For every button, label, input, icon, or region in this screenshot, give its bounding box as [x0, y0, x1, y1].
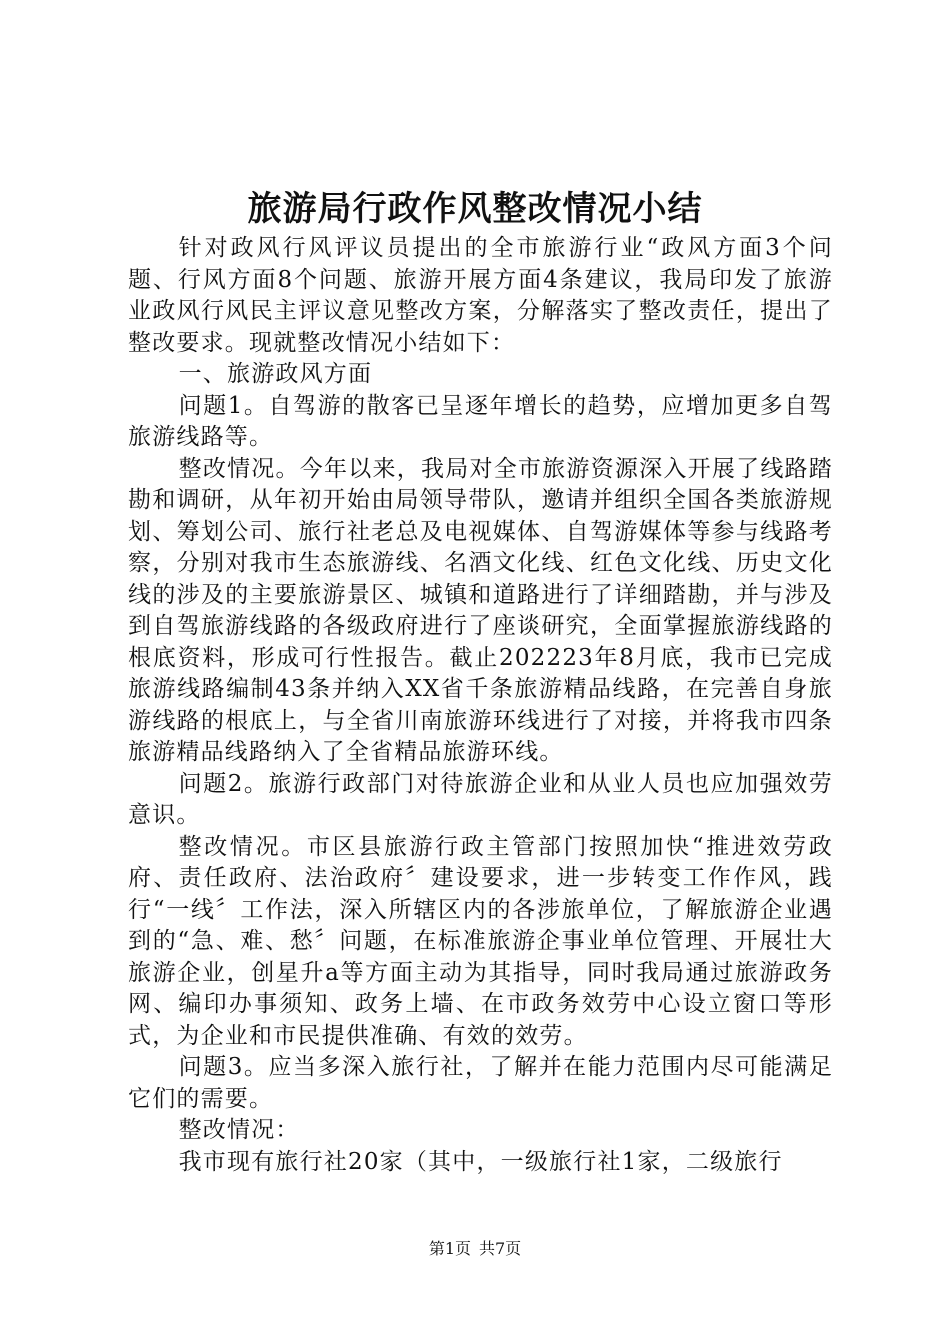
document-body: [128, 233, 833, 1178]
paragraph-rectification-2: 整改情况。市区县旅游行政主管部门按照加快“推进效劳政府、责任政府、法治政府〞建设要求，进一步转变工作作风，践行“一线〞工作法，深入所辖区内的各涉旅单位，了解旅游企业遇到的“急、难、愁〞问题，在标准旅游企事业单位管理、开展壮大旅游企业，创星升a等方面主动为其指导，同时我局通过旅游政务网、编印办事须知、政务上墙、在市政务效劳中心设立窗口等形式，为企业和市民提供准确、有效的效劳。: [128, 833, 833, 1049]
paragraph-rectification-3-label: 整改情况：: [178, 1117, 300, 1143]
page-total: 共7页: [479, 1239, 522, 1258]
section-heading: 一、旅游政风方面: [178, 361, 373, 387]
page-number: 第1页: [428, 1239, 471, 1258]
page-footer: [0, 1238, 950, 1260]
document-title: 旅游局行政作风整改情况小结: [247, 189, 703, 229]
paragraph-rectification-3-text: 我市现有旅行社20家（其中，一级旅行社1家，二级旅行: [178, 1148, 783, 1175]
paragraph-intro: 针对政风行风评议员提出的全市旅游行业“政风方面3个问题、行风方面8个问题、旅游开展方面4条建议，我局印发了旅游业政风行风民主评议意见整改方案，分解落实了整改责任，提出了整改要求。现就整改情况小结如下：: [128, 235, 833, 356]
paragraph-issue-1: 问题1。自驾游的散客已呈逐年增长的趋势，应增加更多自驾旅游线路等。: [128, 392, 833, 450]
paragraph-rectification-1: 整改情况。今年以来，我局对全市旅游资源深入开展了线路踏勘和调研，从年初开始由局领导带队，邀请并组织全国各类旅游规划、筹划公司、旅行社老总及电视媒体、自驾游媒体等参与线路考察，分别对我市生态旅游线、名酒文化线、红色文化线、历史文化线的涉及的主要旅游景区、城镇和道路进行了详细踏勘，并与涉及到自驾旅游线路的各级政府进行了座谈研究，全面掌握旅游线路的根底资料，形成可行性报告。截止202223年8月底，我市已完成旅游线路编制43条并纳入XX省千条旅游精品线路，在完善自身旅游线路的根底上，与全省川南旅游环线进行了对接，并将我市四条旅游精品线路纳入了全省精品旅游环线。: [128, 455, 833, 765]
paragraph-issue-2: 问题2。旅游行政部门对待旅游企业和从业人员也应加强效劳意识。: [128, 770, 833, 828]
paragraph-issue-3: 问题3。应当多深入旅行社，了解并在能力范围内尽可能满足它们的需要。: [128, 1054, 833, 1112]
